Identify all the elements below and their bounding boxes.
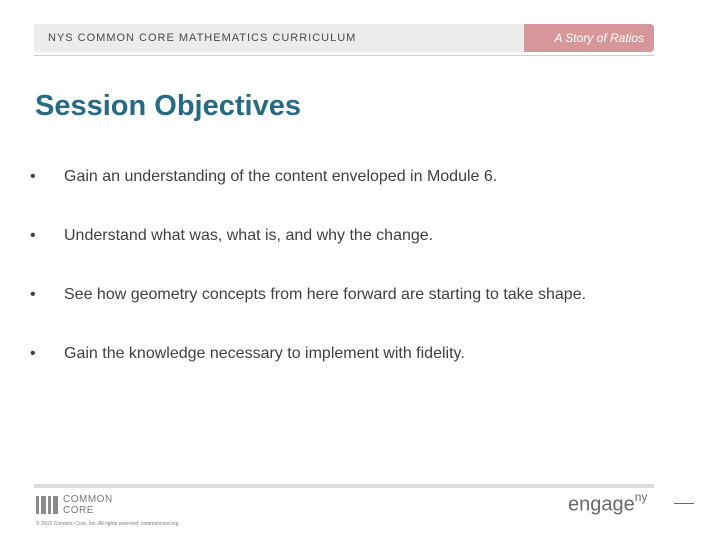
page-title: Session Objectives [35,90,301,122]
footer-divider [34,484,654,488]
header-divider [34,55,654,56]
list-item [30,168,700,227]
module-tag-label: A Story of Ratios [554,31,644,45]
list-item-text: See how geometry concepts from here forward are starting to take shape. [64,286,587,303]
bullet-marker: • [30,286,36,303]
bullet-marker: • [30,227,36,244]
engage-ny-logo [568,492,647,517]
curriculum-label: NYS COMMON CORE MATHEMATICS CURRICULUM [48,32,357,44]
module-tag [524,24,654,52]
engage-brand-sup: ny [634,490,648,504]
logo-bars-icon [36,496,58,514]
list-item [30,286,700,345]
common-core-logo [36,494,146,518]
engage-brand: engage [568,493,635,516]
header-bar [34,24,654,52]
logo-line-1: COMMON [63,494,113,505]
list-item-text: Gain an understanding of the content enveloped in Module 6. [64,168,498,185]
list-item [30,227,700,286]
list-item-text: Gain the knowledge necessary to implement with fidelity. [64,345,465,362]
list-item [30,345,700,404]
copyright-notice: © 2012 Common Core, Inc. All rights reserved. commoncore.org [36,521,179,527]
footer-dash [674,503,694,504]
logo-line-2: CORE [63,505,94,516]
objectives-list [30,168,700,404]
logo-text [63,494,113,516]
list-item-text: Understand what was, what is, and why the change. [64,227,434,244]
bullet-marker: • [30,168,36,185]
bullet-marker: • [30,345,36,362]
